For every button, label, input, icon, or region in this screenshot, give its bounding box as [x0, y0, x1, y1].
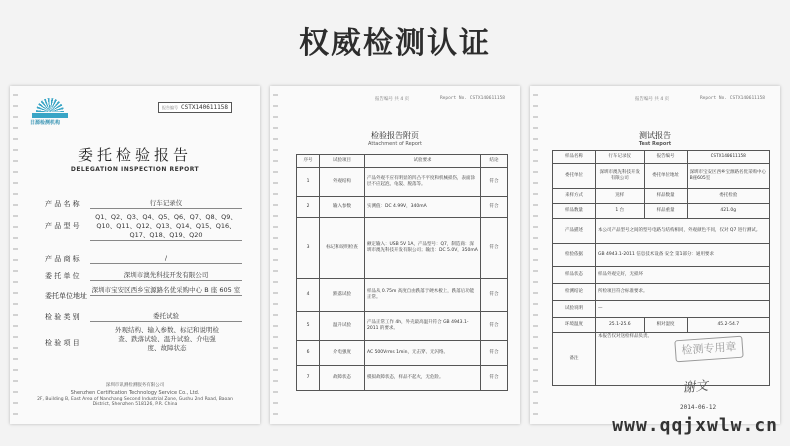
- binding-holes: [13, 94, 18, 416]
- table-row: 产品描述 本公司产品型号之间的型号电路与结构相同，外观颜色不同，仅对 Q7 进行测试。: [553, 219, 770, 244]
- report-number: Report No. CSTX140611158: [439, 96, 505, 101]
- logo-text: 日源检测机构: [30, 120, 61, 126]
- table-row: 4 跌落试验 样品从 0.75m 高度自由跌落于硬木板上，跌落后功能正常。 符合: [297, 279, 508, 312]
- field-label-items: 检 验 项 目: [45, 339, 80, 347]
- field-label-brand: 产 品 商 标: [45, 255, 80, 263]
- table-header-row: 序号 试验项目 试验要求 结论: [297, 155, 508, 168]
- report-attachment-page[interactable]: 报告编号 共 4 页 Report No. CSTX140611158 检验报告附页 Attachment of Report 序号 试验项目 试验要求 结论 1 外观结构 产品外观不应有明显的凹凸不平度和机械损伤，表面涂层不应起泡、龟裂、脱落等。 符合 2 输入参数 实测值：DC 4.99V，340mA 符合 3 标记和说明检查 额定输入：USB 5V 1A，产品型号：Q7，制造商：深圳市澳先科技开发有限公司；输出：DC 5.0V，350mA 符合 4 跌落试验 样品从 0.75m 高度自由跌落于硬木板上，跌落后功能正常。 符合 5 温升试验 产品正常工作 4h，外壳最高温升符合 GB 4943.1-2011 的要求。 符合 6 介电强度 AC 500Vrms 1min，无击穿、无闪络。 符合 7 故障状态 模拟故障状态，样品不起火，无危险。 符合: [270, 86, 520, 424]
- cert-logo: [30, 98, 70, 126]
- field-value-product: 行车记录仪: [90, 199, 242, 209]
- table-row: 2 输入参数 实测值：DC 4.99V，340mA 符合: [297, 197, 508, 218]
- table-row: 试验说明 —: [553, 301, 770, 318]
- table-row: 检验依据 GB 4943.1-2011 信息技术设备 安全 第1部分：通用要求: [553, 244, 770, 267]
- table-row: 7 故障状态 模拟故障状态，样品不起火，无危险。 符合: [297, 366, 508, 391]
- field-value-client: 深圳市澳先科技开发有限公司: [90, 271, 242, 281]
- doc-title: 检验报告附页: [371, 131, 419, 140]
- table-row: 3 标记和说明检查 额定输入：USB 5V 1A，产品型号：Q7，制造商：深圳市澳先科技开发有限公司；输出：DC 5.0V，350mA 符合: [297, 218, 508, 279]
- doc-subtitle: DELEGATION INSPECTION REPORT: [70, 166, 200, 173]
- table-row: 1 外观结构 产品外观不应有明显的凹凸不平度和机械损伤，表面涂层不应起泡、龟裂、脱落等。 符合: [297, 168, 508, 197]
- table-row: 样品名称 行车记录仪 报告编号 CSTX140611158: [553, 151, 770, 164]
- field-label-category: 检 验 类 别: [45, 313, 80, 321]
- doc-title: 委托检验报告: [77, 146, 192, 164]
- table-row: 6 介电强度 AC 500Vrms 1min，无击穿、无闪络。 符合: [297, 341, 508, 366]
- field-value-client-address: 深圳市宝安区西乡宝源路名优采购中心 B 座 605 室: [91, 286, 241, 294]
- table-row: 备注 本报告仅对送检样品负责。: [553, 333, 770, 386]
- field-label-product: 产 品 名 称: [45, 200, 80, 208]
- doc-subtitle: Test Report: [638, 141, 672, 147]
- sunburst-icon: [36, 98, 64, 112]
- field-value-model: Q1、Q2、Q3、Q4、Q5、Q6、Q7、Q8、Q9、Q10、Q11、Q12、Q13、Q14、Q15、Q16、Q17、Q18、Q19、Q20: [90, 213, 242, 241]
- field-value-brand: /: [90, 254, 242, 264]
- doc-subtitle: Attachment of Report: [368, 141, 422, 147]
- table-row: 来样方式 送样 样品数量 委托检验: [553, 189, 770, 204]
- test-items-table: [296, 154, 508, 391]
- footer-company-cn: 深圳市讯测检测服务有限公司: [105, 383, 165, 388]
- report-date: 2014-06-12: [680, 404, 717, 411]
- inspection-seal-stamp: 检测专用章: [674, 336, 743, 363]
- report-number-box: 报告编号 CSTX140611158: [158, 102, 232, 113]
- doc-title: 测试报告: [639, 131, 671, 140]
- report-number: CSTX140611158: [181, 104, 228, 111]
- report-number: Report No. CSTX140611158: [699, 96, 765, 101]
- table-row: 检测结论 所检项目符合标准要求。: [553, 284, 770, 301]
- footer-company-en: Shenzhen Certification Technology Service Co., Ltd.: [70, 390, 200, 396]
- field-label-client-address: 委托单位地址: [45, 292, 87, 300]
- site-watermark: www.qqjxwlw.cn: [612, 415, 778, 436]
- table-row: 环境温度 25.1-25.6 相对湿度 45.2-54.7: [553, 318, 770, 333]
- test-report-page[interactable]: 报告编号 共 4 页 Report No. CSTX140611158 测试报告 Test Report 样品名称 行车记录仪 报告编号 CSTX140611158 委托单位 深圳市澳先科技开发有限公司 委托单位地址 深圳市宝安区西乡宝源路名优采购中心B座605室 来样方式 送样 样品数量 委托检验 样品数量 1 台 样品重量 421.0g 产品描述 本公司产品型号之间的型号电路与结构相同，外观颜色不同，仅对 Q7 进行测试。 检验依据 GB 4943.1-2011 信息技术设备 安全 第1部分：通用要求 样品状态 样品外观完好，无损坏 检测结论 所检项目符合标准要求。 试验说明 — 环境温度 25.1-25.6 相对湿度 45.2-54.7 备注 本报告仅对送检样品负责。 检测专用章 谢文 2014-06-12: [530, 86, 780, 424]
- field-value-category: 委托试验: [90, 312, 242, 322]
- field-value-items: 外观结构、输入参数、标记和说明检查、跌落试验、温升试验、介电强度、故障状态: [115, 326, 219, 352]
- table-row: 委托单位 深圳市澳先科技开发有限公司 委托单位地址 深圳市宝安区西乡宝源路名优采购中心B座605室: [553, 164, 770, 189]
- table-row: 样品状态 样品外观完好，无损坏: [553, 267, 770, 284]
- field-label-model: 产 品 型 号: [45, 222, 80, 230]
- footer-address: 2F, Building B, East Area of Nanchang Second Industrial Zone, Gushu 2nd Road, Baoan District, Shenzhen 518126, P.R. China: [37, 397, 233, 407]
- delegation-report-cover[interactable]: [10, 86, 260, 424]
- table-row: 5 温升试验 产品正常工作 4h，外壳最高温升符合 GB 4943.1-2011 的要求。 符合: [297, 312, 508, 341]
- page-title: 权威检测认证: [299, 26, 491, 61]
- signature: 谢文: [681, 378, 709, 397]
- table-row: 样品数量 1 台 样品重量 421.0g: [553, 204, 770, 219]
- field-label-client: 委 托 单 位: [45, 272, 80, 280]
